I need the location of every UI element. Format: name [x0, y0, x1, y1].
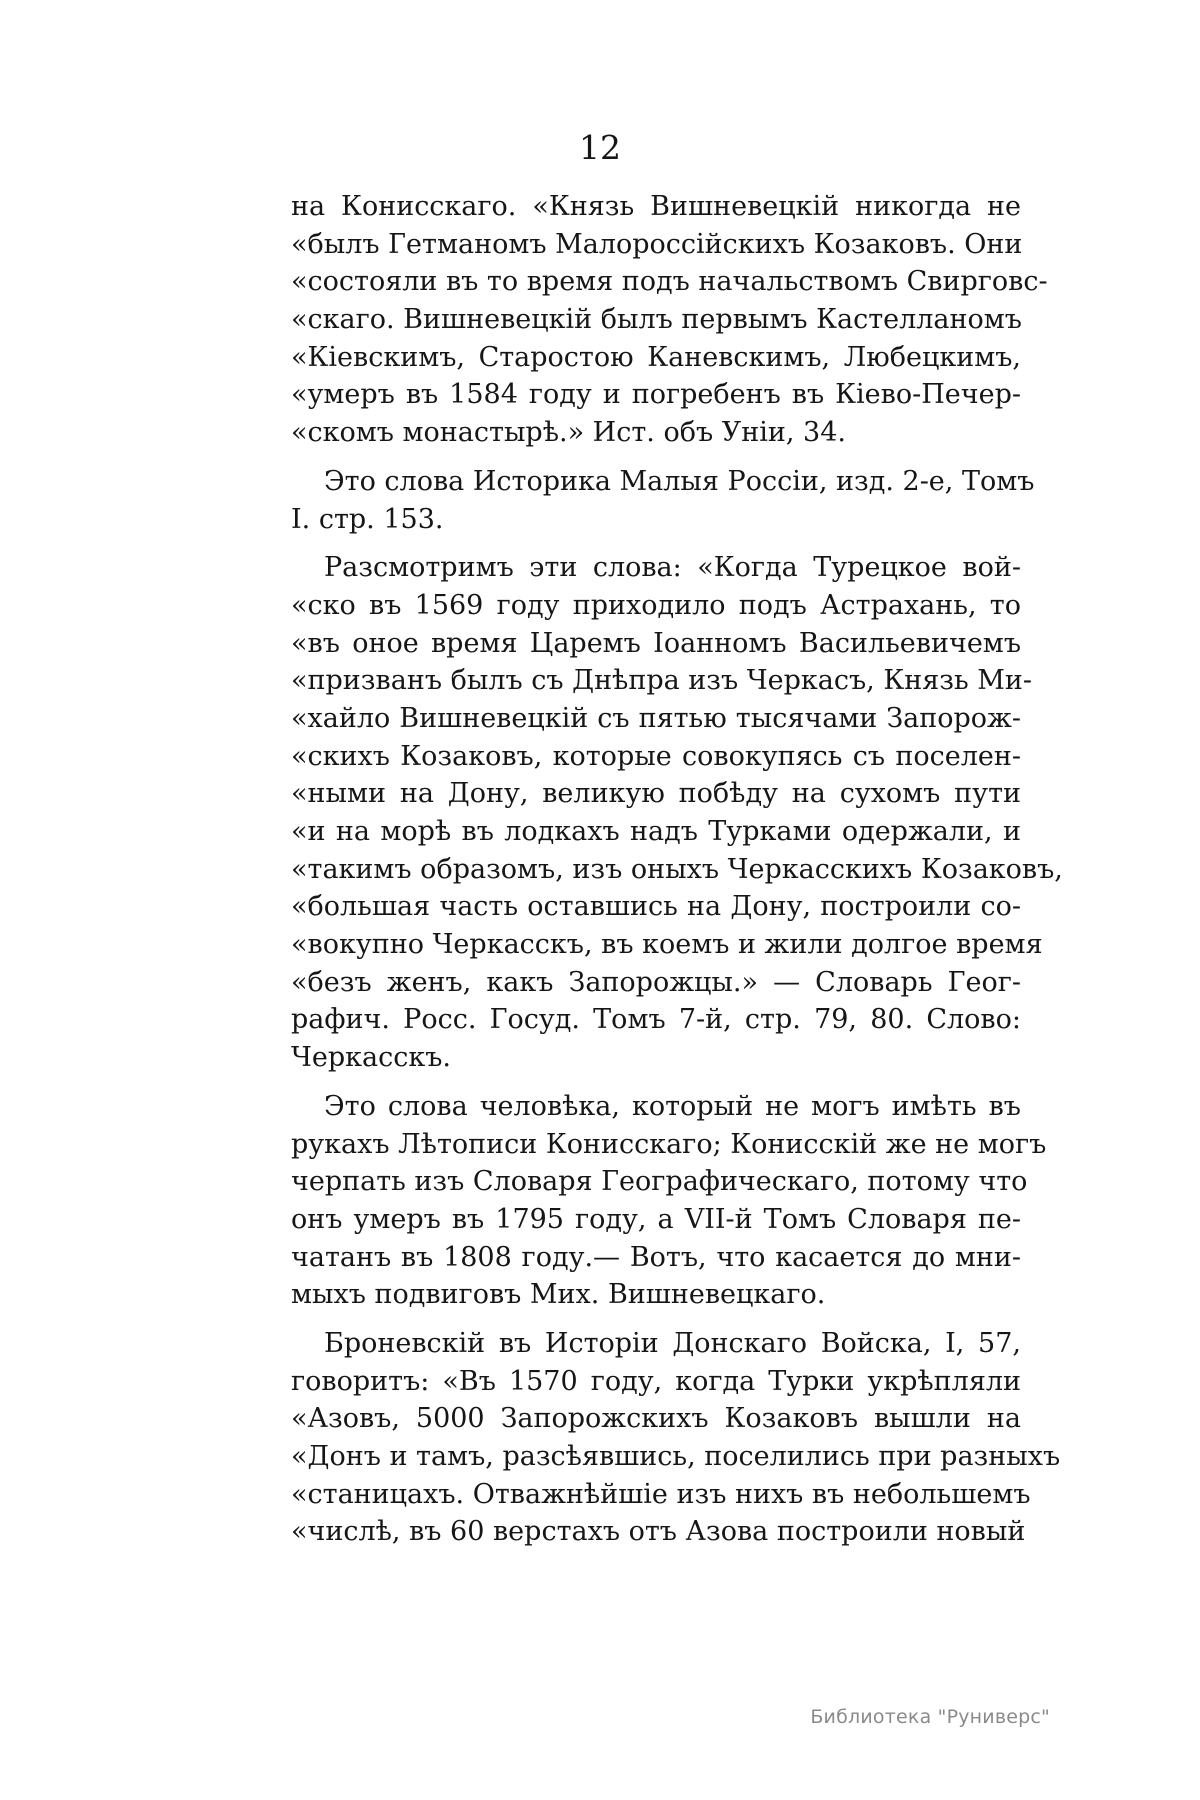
text-line: Броневскій въ Исторіи Донскаго Войска, I, 57, — [324, 1327, 1021, 1359]
text-line: «ско въ 1569 году приходило подъ Астрахань, то — [291, 589, 1021, 621]
page-number: 12 — [579, 128, 621, 167]
text-line: Разсмотримъ эти слова: «Когда Турецкое вой- — [324, 552, 1021, 584]
body-text — [291, 188, 1063, 1551]
paragraph — [291, 1088, 1047, 1314]
paragraph — [291, 549, 1063, 1077]
text-line: I. стр. 153. — [291, 503, 444, 535]
text-line: рукахъ Лѣтописи Конисскаго; Конисскій же не могъ — [291, 1128, 1047, 1160]
text-line: «скаго. Вишневецкій былъ первымъ Кастелланомъ — [291, 304, 1022, 336]
text-line: «хайло Вишневецкій съ пятью тысячами Запорож- — [291, 702, 1021, 734]
text-line: «и на морѣ въ лодкахъ надъ Турками одержали, и — [291, 816, 1021, 847]
text-line: говоритъ: «Въ 1570 году, когда Турки укрѣпляли — [291, 1365, 1021, 1397]
text-line: на Конисскаго. «Князь Вишневецкій никогда не — [291, 191, 1021, 222]
text-line: «призванъ былъ съ Днѣпра изъ Черкасъ, Князь Ми- — [291, 665, 1033, 697]
text-line: «скихъ Козаковъ, которые совокупясь съ поселен- — [291, 740, 1021, 772]
text-line: «станицахъ. Отважнѣйшіе изъ нихъ въ небольшемъ — [291, 1478, 1031, 1510]
text-line: «большая часть оставшись на Дону, построили со- — [291, 891, 1021, 923]
text-line: «Азовъ, 5000 Запорожскихъ Козаковъ вышли на — [291, 1403, 1021, 1435]
text-line: «былъ Гетманомъ Малороссійскихъ Козаковъ. Они — [291, 228, 1023, 260]
text-line: мыхъ подвиговъ Мих. Вишневецкаго. — [291, 1279, 826, 1311]
text-line: рафич. Росс. Госуд. Томъ 7-й, стр. 79, 80. Слово: — [291, 1004, 1021, 1036]
text-line: «состояли въ то время подъ начальствомъ Свирговс- — [291, 266, 1048, 298]
text-line: Это слова Историка Малыя Россіи, изд. 2-е, Томъ — [324, 465, 1035, 497]
text-line: «вокупно Черкасскъ, въ коемъ и жили долгое время — [291, 929, 1043, 961]
text-line: «Кіевскимъ, Старостою Каневскимъ, Любецкимъ, — [291, 341, 1021, 373]
text-line: «такимъ образомъ, изъ оныхъ Черкасскихъ Козаковъ, — [291, 853, 1063, 885]
library-watermark: Библиотека "Руниверс" — [810, 1706, 1050, 1728]
text-line: Черкасскъ. — [291, 1042, 451, 1074]
text-line: черпать изъ Словаря Географическаго, потому что — [291, 1166, 1028, 1198]
text-line: «безъ женъ, какъ Запорожцы.» — Словарь Геог- — [291, 966, 1021, 998]
text-line: чатанъ въ 1808 году.— Вотъ, что касается до мни- — [291, 1241, 1021, 1273]
text-line: «въ оное время Царемъ Іоанномъ Васильевичемъ — [291, 627, 1021, 659]
text-line: «скомъ монастырѣ.» Ист. объ Уніи, 34. — [291, 417, 846, 449]
text-line: «числѣ, въ 60 верстахъ отъ Азова построили новый — [291, 1516, 1026, 1548]
text-line: онъ умеръ въ 1795 году, а VII-й Томъ Словаря пе- — [291, 1203, 1021, 1235]
text-line: «умеръ въ 1584 году и погребенъ въ Кіево-Печер- — [291, 379, 1021, 411]
text-line: Это слова человѣка, который не могъ имѣть въ — [324, 1090, 1021, 1122]
text-line: «ными на Дону, великую побѣду на сухомъ пути — [291, 778, 1021, 810]
paragraph — [291, 188, 1048, 452]
paragraph — [291, 1325, 1061, 1551]
text-line: «Донъ и тамъ, разсѣявшись, поселились при разныхъ — [291, 1441, 1061, 1472]
paragraph — [291, 463, 1035, 538]
